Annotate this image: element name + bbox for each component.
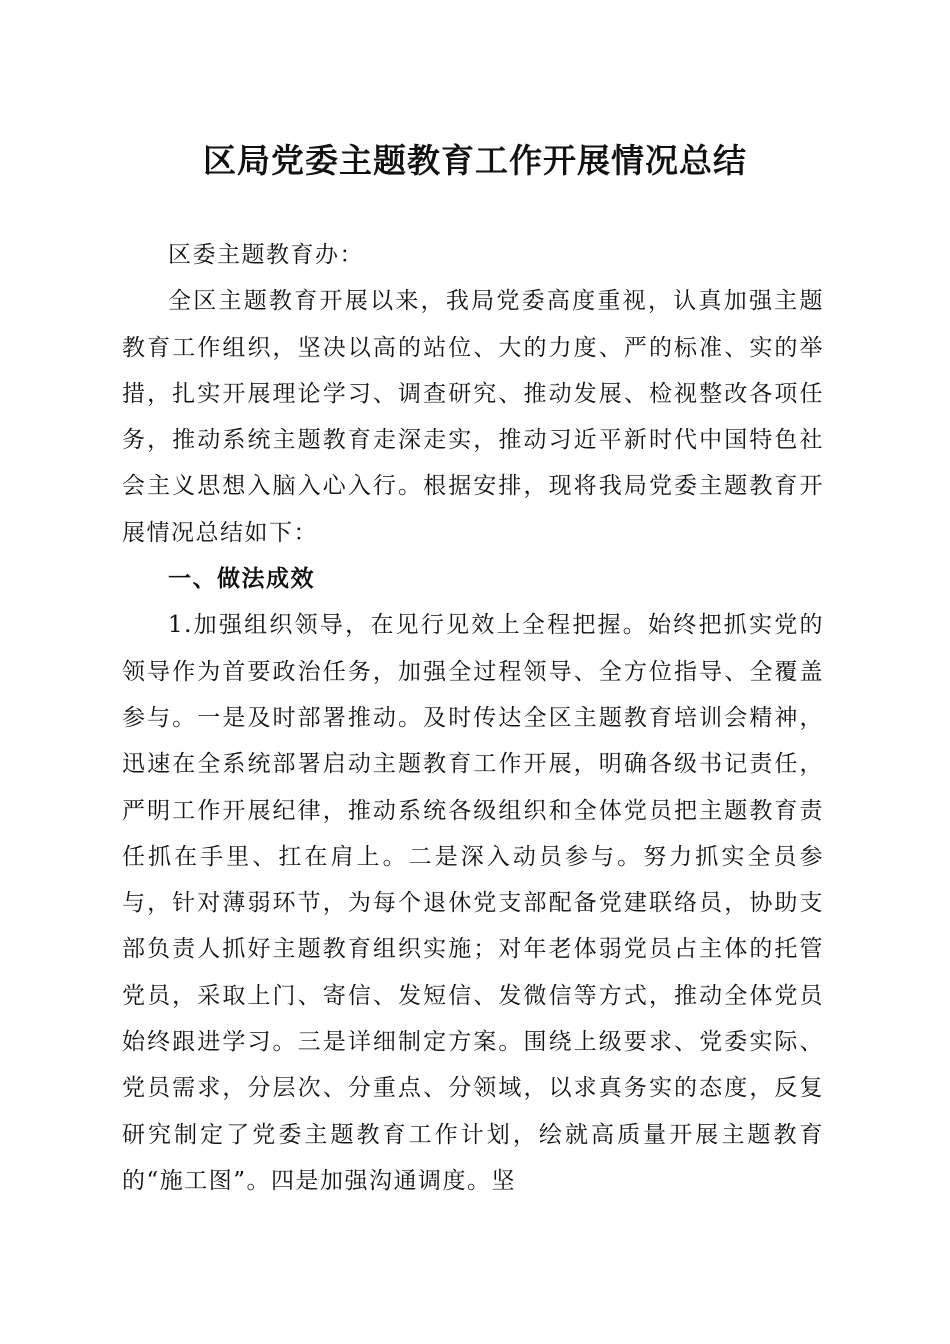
salutation: 区委主题教育办： <box>168 242 364 268</box>
document-body <box>122 232 824 1204</box>
document-title: 区局党委主题教育工作开展情况总结 <box>203 141 747 180</box>
section-heading: 一、做法成效 <box>168 566 315 593</box>
section-paragraph: 1.加强组织领导，在见行见效上全程把握。始终把抓实党的领导作为首要政治任务，加强全过程领导、全方位指导、全覆盖参与。一是及时部署推动。及时传达全区主题教育培训会精神，迅速在全系统部署启动主题教育工作开展，明确各级书记责任，严明工作开展纪律，推动系统各级组织和全体党员把主题教育责任抓在手里、扛在肩上。二是深入动员参与。努力抓实全员参与，针对薄弱环节，为每个退休党支部配备党建联络员，协助支部负责人抓好主题教育组织实施；对年老体弱党员占主体的托管党员，采取上门、寄信、发短信、发微信等方式，推动全体党员始终跟进学习。三是详细制定方案。围绕上级要求、党委实际、党员需求，分层次、分重点、分领域，以求真务实的态度，反复研究制定了党委主题教育工作计划，绘就高质量开展主题教育的“施工图”。四是加强沟通调度。坚 <box>122 612 824 1194</box>
intro-paragraph: 全区主题教育开展以来，我局党委高度重视，认真加强主题教育工作组织，坚决以高的站位、大的力度、严的标准、实的举措，扎实开展理论学习、调查研究、推动发展、检视整改各项任务，推动系统主题教育走深走实，推动习近平新时代中国特色社会主义思想入脑入心入行。根据安排，现将我局党委主题教育开展情况总结如下： <box>122 288 824 546</box>
